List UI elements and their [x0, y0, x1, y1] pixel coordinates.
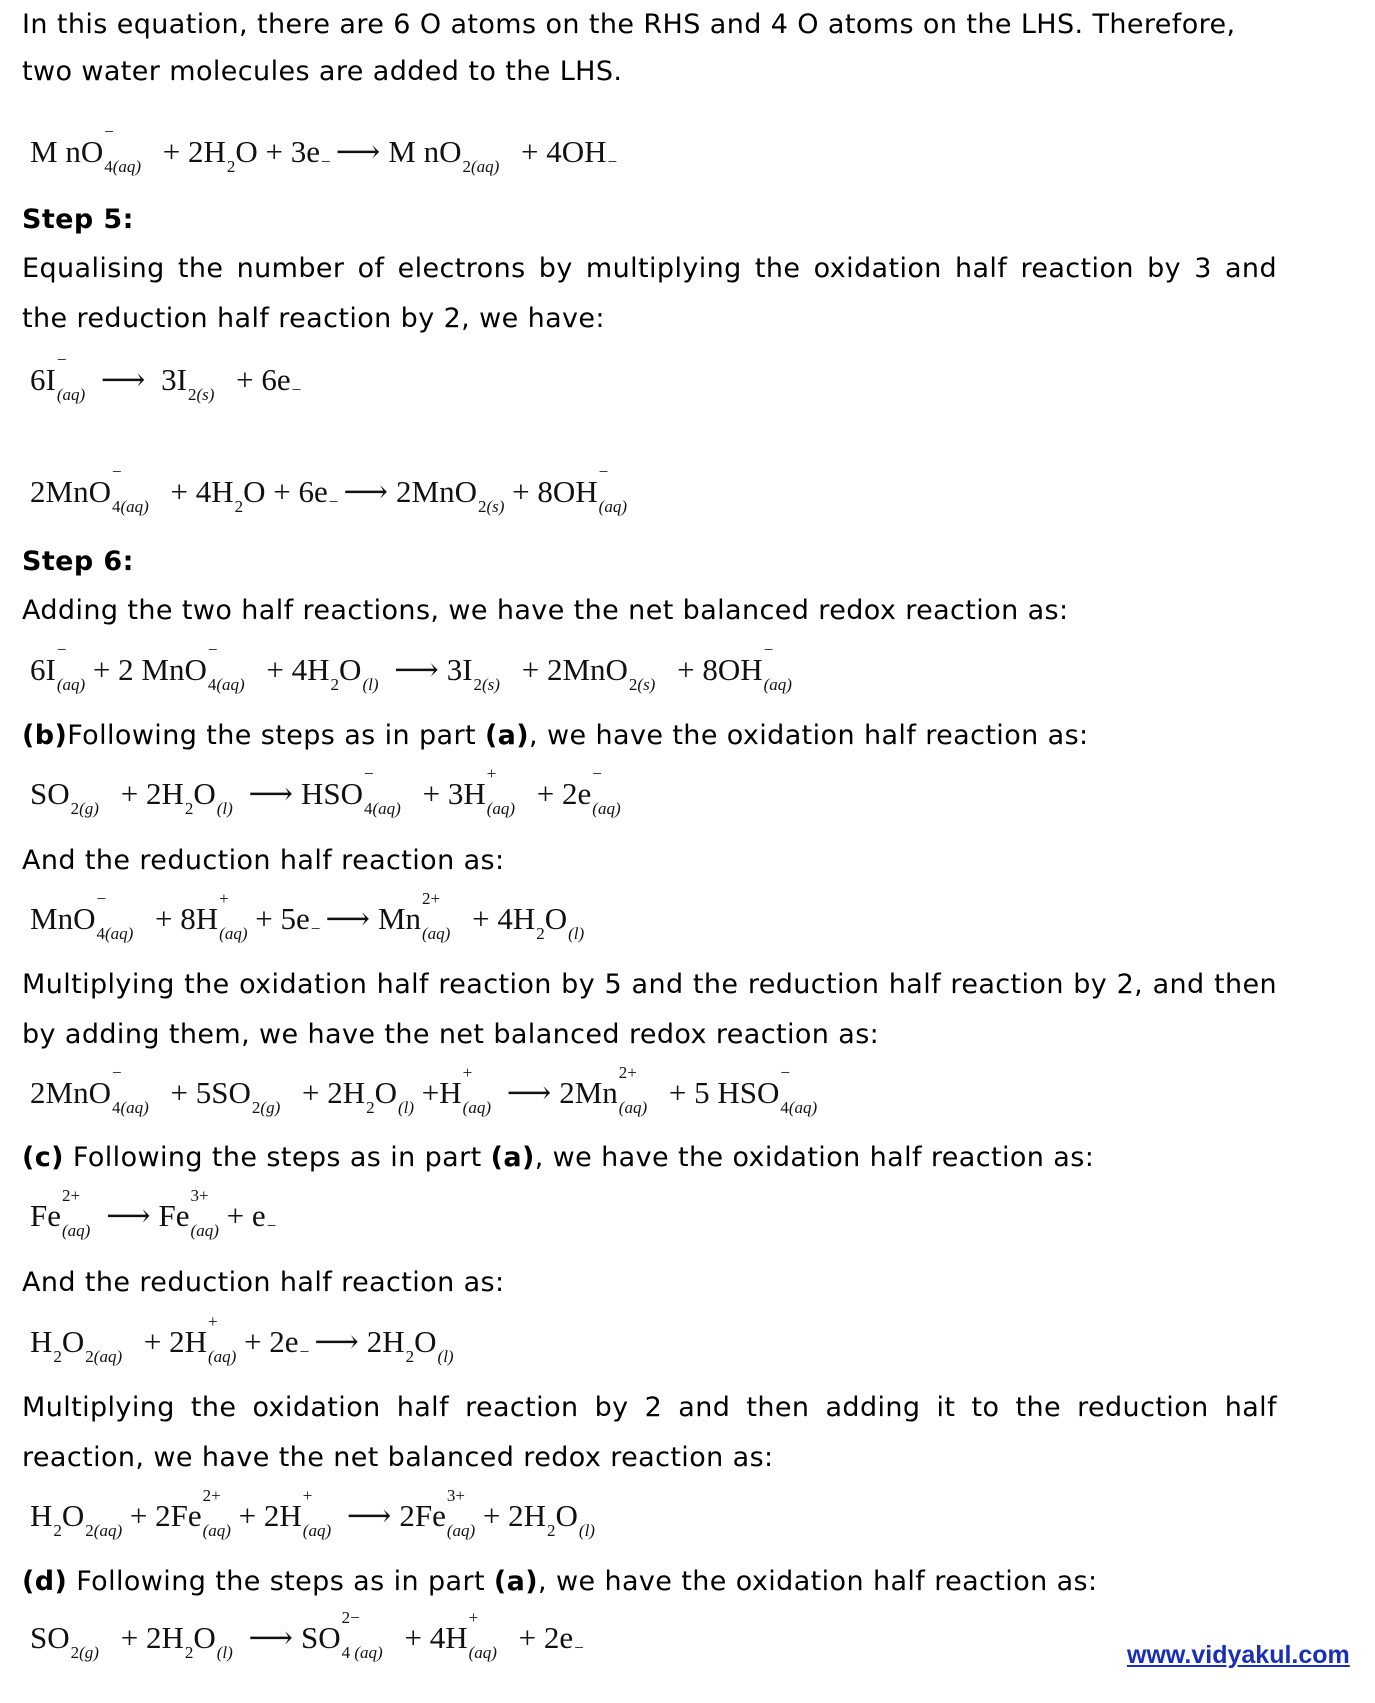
part-label: (d) — [22, 1566, 68, 1597]
equation-reduction-b: MnO − $_{4(aq)}$ + 8H + $_{(aq)}$ + 5e − ⟶ Mn 2+ $_{(aq)} + 4H_2O_{(l)}$ — [30, 889, 585, 943]
arrow-icon: ⟶ — [106, 1198, 151, 1233]
equation-net-b: 2MnO − $_{4(aq)} + 5SO_{2(g)} + 2H_2O_{(l)} +H$ + $_{(aq)}$ ⟶ 2Mn 2+ $_{(aq)}$ + 5 HSO − $_{4(aq)}$ — [30, 1063, 818, 1117]
equation-reduction-x2: 2MnO − $_{4(aq)} + 4H_2O + 6e$ − ⟶ 2MnO$_{2(s)}$ + 8OH − $_{(aq)}$ — [30, 462, 627, 516]
paragraph-line: Adding the two half reactions, we have the net balanced redox reaction as: — [22, 595, 1069, 626]
vidyakul-link[interactable]: www.vidyakul.com — [1127, 1641, 1350, 1669]
equation-oxidation-d: $SO_{2(g)} + 2H_2O_{(l)}$ ⟶ SO 2− $_{4 (aq)}$ + 4H + $_{(aq)}$ + 2e − — [30, 1608, 584, 1662]
paragraph-line: In this equation, there are 6 O atoms on the RHS and 4 O atoms on the LHS. Therefore, — [22, 9, 1236, 40]
section-heading: Step 6: — [22, 546, 134, 577]
paragraph-line: (d) Following the steps as in part (a), we have the oxidation half reaction as: — [22, 1566, 1098, 1597]
paragraph-line: two water molecules are added to the LHS. — [22, 56, 623, 87]
paragraph-line: Multiplying the oxidation half reaction by 5 and the reduction half reaction by 2, and then — [22, 969, 1277, 1000]
equation-net-c: $H_2O_{2(aq)} + 2Fe$ 2+ $_{(aq)}$ + 2H + $_{(aq)}$ ⟶ 2Fe 3+ $_{(aq)} + 2H_2O_{(l)}$ — [30, 1486, 595, 1540]
equation-reduction-c: $H_2O_{2(aq)} + 2H$ + $_{(aq)}$ + 2e − ⟶ $2H_2O_{(l)}$ — [30, 1312, 454, 1366]
equation-oxidation-x3: 6I − $_{(aq)}$ ⟶ $3I_{2(s)} + 6e$ − — [30, 350, 302, 404]
arrow-icon: ⟶ — [394, 652, 439, 687]
paragraph-line: (b)Following the steps as in part (a), we have the oxidation half reaction as: — [22, 720, 1089, 751]
arrow-icon: ⟶ — [100, 362, 146, 397]
paragraph-line: by adding them, we have the net balanced redox reaction as: — [22, 1019, 880, 1050]
part-label: (c) — [22, 1142, 64, 1173]
arrow-icon: ⟶ — [506, 1075, 552, 1110]
paragraph-line: And the reduction half reaction as: — [22, 1267, 505, 1298]
part-label: (b) — [22, 720, 68, 751]
paragraph-line: Multiplying the oxidation half reaction by 2 and then adding it to the reduction half — [22, 1392, 1277, 1423]
paragraph-line: reaction, we have the net balanced redox reaction as: — [22, 1442, 774, 1473]
paragraph-line: (c) Following the steps as in part (a), we have the oxidation half reaction as: — [22, 1142, 1095, 1173]
arrow-icon: ⟶ — [346, 1498, 392, 1533]
paragraph-line: Equalising the number of electrons by multiplying the oxidation half reaction by 3 and — [22, 253, 1277, 284]
arrow-icon: ⟶ — [325, 901, 370, 936]
arrow-icon: ⟶ — [248, 776, 293, 811]
paragraph-line: And the reduction half reaction as: — [22, 845, 505, 876]
section-heading: Step 5: — [22, 204, 134, 235]
equation-oxidation-c: Fe 2+ $_{(aq)}$ ⟶ Fe 3+ $_{(aq)}$ + e − — [30, 1186, 277, 1240]
arrow-icon: ⟶ — [248, 1620, 293, 1655]
equation-oxidation-b: $SO_{2(g)} + 2H_2O_{(l)}$ ⟶ HSO − $_{4(aq)}$ + 3H + $_{(aq)}$ + 2e − $_{(aq)}$ — [30, 764, 621, 818]
equation-reduction-basic: M nO − $_{4(aq)} + 2H_2O + 3e$ − ⟶ M $nO_{2(aq)} + 4OH$ − — [30, 122, 618, 176]
equation-net-a: 6I − $_{(aq)}$ + 2 MnO − $_{4(aq)} + 4H_2O_{(l)}$ ⟶ $3I_{2(s)} + 2MnO_{2(s)} + 8OH$ − $_{(aq)}$ — [30, 640, 792, 694]
arrow-icon: ⟶ — [314, 1324, 359, 1359]
arrow-icon: ⟶ — [343, 474, 388, 509]
paragraph-line: the reduction half reaction by 2, we have: — [22, 303, 605, 334]
arrow-icon: ⟶ — [335, 134, 381, 169]
